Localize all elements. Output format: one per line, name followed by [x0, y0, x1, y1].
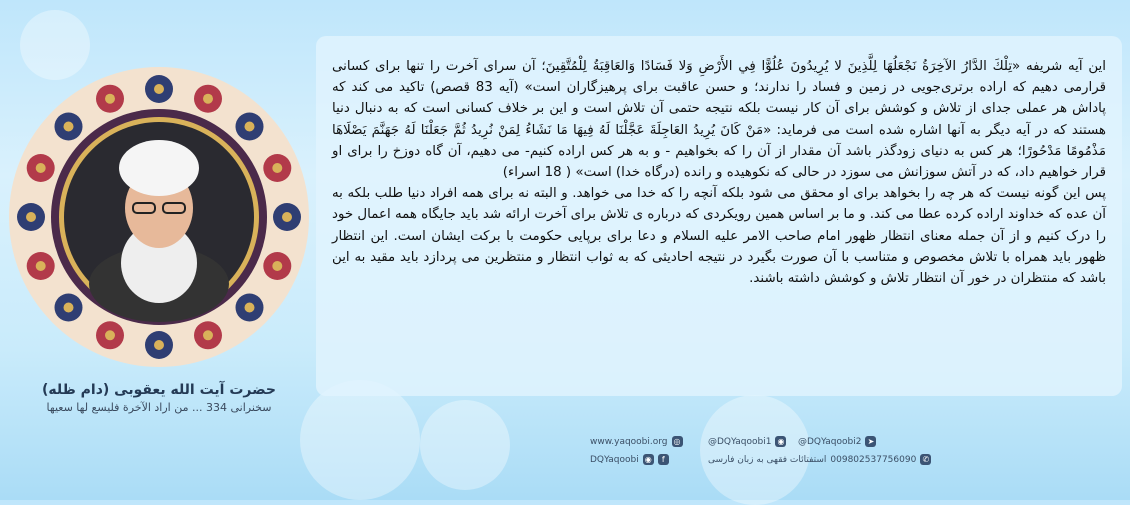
- website-text: www.yaqoobi.org: [590, 436, 668, 447]
- rosette-petal-center: [36, 163, 46, 173]
- whatsapp-icon: ✆: [920, 454, 931, 465]
- rosette-petal-center: [282, 212, 292, 222]
- telegram-icon: ➤: [865, 436, 876, 447]
- rosette-petal-center: [272, 163, 282, 173]
- handle2-link[interactable]: [798, 436, 876, 447]
- handle1-text: @DQYaqoobi1: [708, 436, 772, 447]
- rosette-petal-center: [64, 122, 74, 132]
- instagram-icon: ◉: [643, 454, 654, 465]
- rosette-petal-center: [203, 94, 213, 104]
- phone-label: استفتائات فقهی به زبان فارسی: [708, 454, 827, 465]
- contact-footer: [590, 432, 1110, 472]
- handle3-link[interactable]: [590, 454, 669, 465]
- rosette-petal-center: [105, 330, 115, 340]
- rosette-petal-center: [105, 94, 115, 104]
- instagram-icon: ◉: [775, 436, 786, 447]
- facebook-icon: f: [658, 454, 669, 465]
- rosette-petal-center: [272, 261, 282, 271]
- website-link[interactable]: [590, 436, 683, 447]
- speaker-caption: [14, 382, 304, 414]
- handle2-text: @DQYaqoobi2: [798, 436, 862, 447]
- rosette-petal-center: [203, 330, 213, 340]
- speech-subtitle: سخنرانی 334 ... من اراد الآخرة فليسع لها سعيها: [46, 401, 272, 414]
- handle3-text: DQYaqoobi: [590, 454, 639, 465]
- rosette-petal-center: [154, 84, 164, 94]
- rosette-petal-center: [36, 261, 46, 271]
- background-bokeh: [420, 400, 510, 490]
- globe-icon: ◎: [672, 436, 683, 447]
- rosette-petal-center: [245, 122, 255, 132]
- speaker-name: حضرت آیت الله یعقوبی (دام ظله): [41, 382, 277, 398]
- rosette-petal-center: [245, 303, 255, 313]
- body-paragraph-1: این آیه شریفه «تِلْكَ الدَّارُ الآخِرَةُ نَجْعَلُهَا لِلَّذِينَ لا يُرِيدُونَ عُلُوًّا فِي الأَرْضِ وَلا فَسَادًا وَالعَاقِبَةُ لِلْمُتَّقِينَ؛ آن سرای آخرت را تنها برای کسانی قرارمی دهیم که اراده برتری‌جویی در زمین و فساد را ندارند؛ و حسن عاقبت برای پرهیزگاران است» (آیه 83 قصص) تاکید می کند که پاداش هر عملی جدای از تلاش و کوشش برای آن کار نیست بلکه نتیجه حتمی آن تلاش است و این بر خلاف کسانی است که به دنبال دنیا هستند که در آیه دیگر به آنها اشاره شده است می فرماید: «مَنْ كَانَ يُرِيدُ العَاجِلَةَ عَجَّلْنَا لَهُ فِيهَا مَا نَشَاءُ لِمَنْ نُرِيدُ ثُمَّ جَعَلْنَا لَهُ جَهَنَّمَ يَصْلَاهَا مَذْمُومًا مَدْحُورًا؛ هر کس به دنیای زودگذر باشد آن مقدار از آن را که بخواهیم - و به هر کس اراده کنیم- می دهیم، آن گاه دوزخ را برای او قرار خواهیم داد، که در آتش سوزانش می سوزد در حالی که نکوهیده و رانده (درگاه خدا) است» ( 18 اسراء): [332, 59, 1107, 181]
- phone-number: 009802537756090: [830, 454, 917, 465]
- background-bokeh: [300, 380, 420, 500]
- body-paragraph-2: پس این گونه نیست که هر چه را بخواهد برای او محقق می شود بلکه آنچه را که خدا می خواهد. و البته نه برای همه افراد دنیا طلب بلکه به آن عده که خداوند اراده کرده عطا می کند. و ما بر اساس همین رویکردی که درباره ی تلاش برای آخرت ارائه شد باید جایگاه همه اعمال خود را درک کنیم و از آن جمله معنای انتظار ظهور امام صاحب الامر علیه السلام و دعا برای برپایی حکومت با برکت ایشان است. این انتظار ظهور باید همراه با تلاش مخصوص و متناسب با آن صورت بگیرد در نتیجه احادیثی که به ثواب انتظار و منتظرین می پردازد باید مقید به این باشد که منتظران در خور آن انتظار تلاش و کوشش داشته باشند.: [332, 186, 1106, 287]
- phone-contact[interactable]: [708, 454, 931, 465]
- handle1-link[interactable]: [708, 436, 786, 447]
- rosette-petal-center: [26, 212, 36, 222]
- text-panel: [316, 36, 1122, 396]
- rosette-petal-center: [154, 340, 164, 350]
- portrait-rosette: [0, 58, 318, 376]
- rosette-petal-center: [64, 303, 74, 313]
